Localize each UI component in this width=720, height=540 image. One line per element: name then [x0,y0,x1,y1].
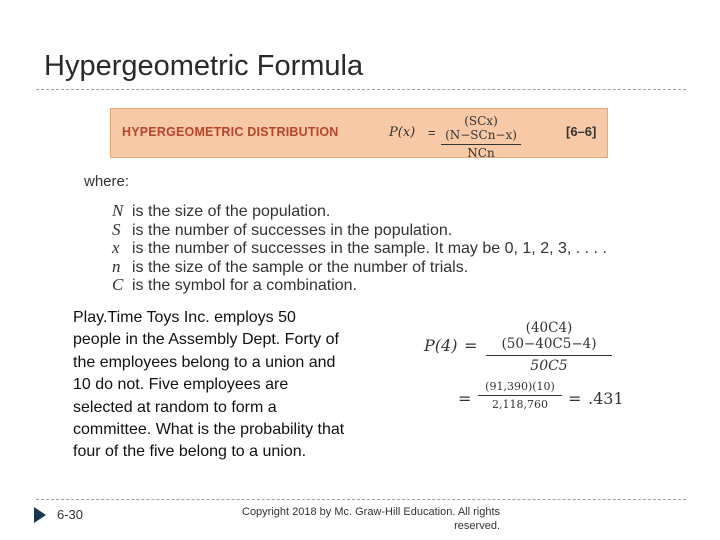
definition-symbol: N [112,201,124,220]
formula-equals: = [428,125,436,140]
formula-lhs: P(x) [389,125,416,140]
calc-result: .431 [588,389,624,408]
definition-text: is the size of the sample or the number of trials. [132,258,469,276]
definition-text: is the number of successes in the sample. It may be 0, 1, 2, 3, . . . . [132,240,607,257]
definition-item [112,238,607,257]
calc-equals-result: = [568,389,582,408]
formula-numerator: (SCx)(N−SCn−x) [441,114,521,145]
calculation [420,318,624,428]
calc-fraction [486,320,612,374]
formula-denominator: NCn [467,146,495,160]
problem-statement: Play.Time Toys Inc. employs 50 people in the Assembly Dept. Forty of the employees belong to a union and 10 do not. Five employees are selected at random to form a committee. What is the probability that four of the five belong to a union. [73,309,345,461]
formula-fraction [441,114,521,160]
definition-item [112,275,607,294]
formula-label: HYPERGEOMETRIC DISTRIBUTION [122,125,339,139]
calc-step-fraction [478,380,562,411]
definition-text: is the size of the population. [132,203,331,220]
definition-symbol: n [112,256,121,276]
definition-item [112,201,607,220]
formula-box [110,108,608,158]
slide-title: Hypergeometric Formula [44,50,364,82]
calc-step-denominator: 2,118,760 [492,398,548,411]
page-number: 6-30 [57,507,84,522]
calc-equals-step: = [458,389,472,408]
calc-denominator: 50C5 [530,358,568,374]
definition-text: is the number of successes in the population. [132,221,453,239]
calc-numerator: (40C4)(50−40C5−4) [486,320,612,356]
equation-number: [6–6] [566,124,597,139]
where-heading: where: [84,173,130,190]
arrow-bullet-icon [34,507,46,523]
definition-item [112,257,607,276]
copyright-notice: Copyright 2018 by Mc. Graw-Hill Education. All rights reserved. [242,506,500,532]
definition-text: is the symbol for a combination. [132,277,357,294]
definitions-list [112,201,607,294]
definition-symbol: C [112,275,124,294]
definition-item [112,220,607,239]
definition-symbol: S [112,219,121,239]
calc-equals: = [464,336,478,355]
calc-step-numerator: (91,390)(10) [478,380,562,396]
definition-symbol: x [112,238,120,257]
calc-lhs: P(4) [424,336,458,355]
footer-divider [36,499,686,500]
title-divider [36,89,686,90]
